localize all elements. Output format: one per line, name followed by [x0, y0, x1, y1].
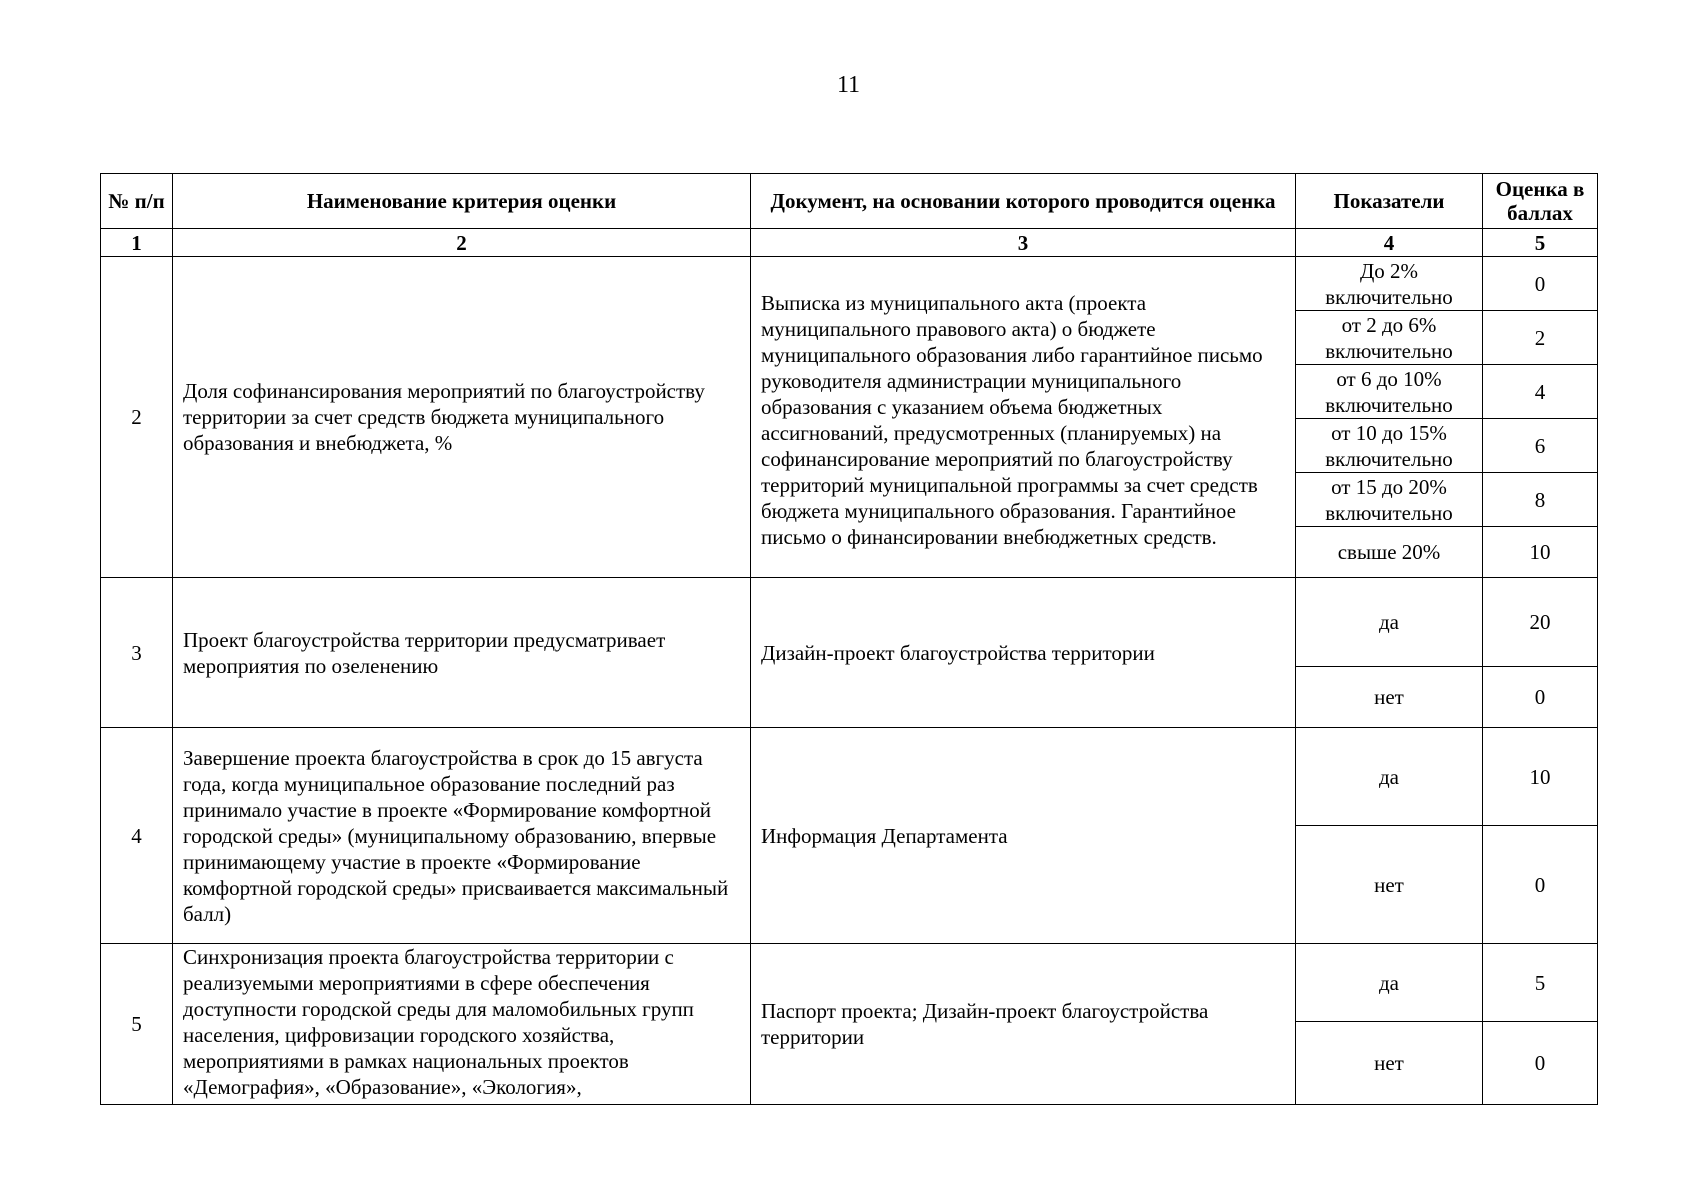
score-cell: 5: [1483, 944, 1598, 1022]
row-number: 5: [101, 944, 173, 1105]
indicator-cell: от 10 до 15% включительно: [1296, 419, 1483, 473]
document-cell: Дизайн-проект благоустройства территории: [751, 578, 1296, 728]
document-cell: Информация Департамента: [751, 728, 1296, 944]
col-number: 4: [1296, 229, 1483, 257]
table-row: [101, 944, 1598, 1022]
col-number: 1: [101, 229, 173, 257]
score-cell: 0: [1483, 257, 1598, 311]
indicator-cell: да: [1296, 944, 1483, 1022]
indicator-cell: нет: [1296, 826, 1483, 944]
header-num: № п/п: [101, 174, 173, 229]
criterion-cell: Доля софинансирования мероприятий по благоустройству территории за счет средств бюджета муниципального образования и внебюджета, %: [173, 257, 751, 578]
score-cell: 20: [1483, 578, 1598, 667]
score-cell: 2: [1483, 311, 1598, 365]
row-number: 4: [101, 728, 173, 944]
indicator-cell: да: [1296, 728, 1483, 826]
score-cell: 4: [1483, 365, 1598, 419]
column-number-row: [101, 229, 1598, 257]
score-cell: 0: [1483, 826, 1598, 944]
criterion-cell: Синхронизация проекта благоустройства территории с реализуемыми мероприятиями в сфере обеспечения доступности городской среды для маломобильных групп населения, цифровизации городского хозяйства, мероприятиями в рамках национальных проектов «Демография», «Образование», «Экология»,: [173, 944, 751, 1105]
indicator-cell: от 6 до 10% включительно: [1296, 365, 1483, 419]
score-cell: 8: [1483, 473, 1598, 527]
indicator-cell: До 2% включительно: [1296, 257, 1483, 311]
table-row: [101, 728, 1598, 826]
page-number: 11: [836, 72, 861, 98]
table-row: [101, 257, 1598, 311]
header-document: Документ, на основании которого проводится оценка: [751, 174, 1296, 229]
col-number: 2: [173, 229, 751, 257]
indicator-cell: да: [1296, 578, 1483, 667]
header-row: [101, 174, 1598, 229]
indicator-cell: нет: [1296, 667, 1483, 728]
indicator-cell: от 2 до 6% включительно: [1296, 311, 1483, 365]
indicator-cell: от 15 до 20% включительно: [1296, 473, 1483, 527]
header-criterion: Наименование критерия оценки: [173, 174, 751, 229]
header-score: Оценка в баллах: [1483, 174, 1598, 229]
score-cell: 10: [1483, 728, 1598, 826]
col-number: 3: [751, 229, 1296, 257]
row-number: 2: [101, 257, 173, 578]
criterion-cell: Проект благоустройства территории предусматривает мероприятия по озеленению: [173, 578, 751, 728]
score-cell: 6: [1483, 419, 1598, 473]
score-cell: 10: [1483, 527, 1598, 578]
document-cell: Выписка из муниципального акта (проекта муниципального правового акта) о бюджете муниципального образования либо гарантийное письмо руководителя администрации муниципального образования с указанием объема бюджетных ассигнований, предусмотренных (планируемых) на софинансирование мероприятий по благоустройству территорий муниципальной программы за счет средств бюджета муниципального образования. Гарантийное письмо о финансировании внебюджетных средств.: [751, 257, 1296, 578]
criteria-table: [100, 173, 1598, 1105]
indicator-cell: свыше 20%: [1296, 527, 1483, 578]
score-cell: 0: [1483, 667, 1598, 728]
indicator-cell: нет: [1296, 1022, 1483, 1105]
criterion-cell: Завершение проекта благоустройства в срок до 15 августа года, когда муниципальное образование последний раз принимало участие в проекте «Формирование комфортной городской среды» (муниципальному образованию, впервые принимающему участие в проекте «Формирование комфортной городской среды» присваивается максимальный балл): [173, 728, 751, 944]
header-indicators: Показатели: [1296, 174, 1483, 229]
score-cell: 0: [1483, 1022, 1598, 1105]
row-number: 3: [101, 578, 173, 728]
col-number: 5: [1483, 229, 1598, 257]
document-cell: Паспорт проекта; Дизайн-проект благоустройства территории: [751, 944, 1296, 1105]
table-row: [101, 578, 1598, 667]
